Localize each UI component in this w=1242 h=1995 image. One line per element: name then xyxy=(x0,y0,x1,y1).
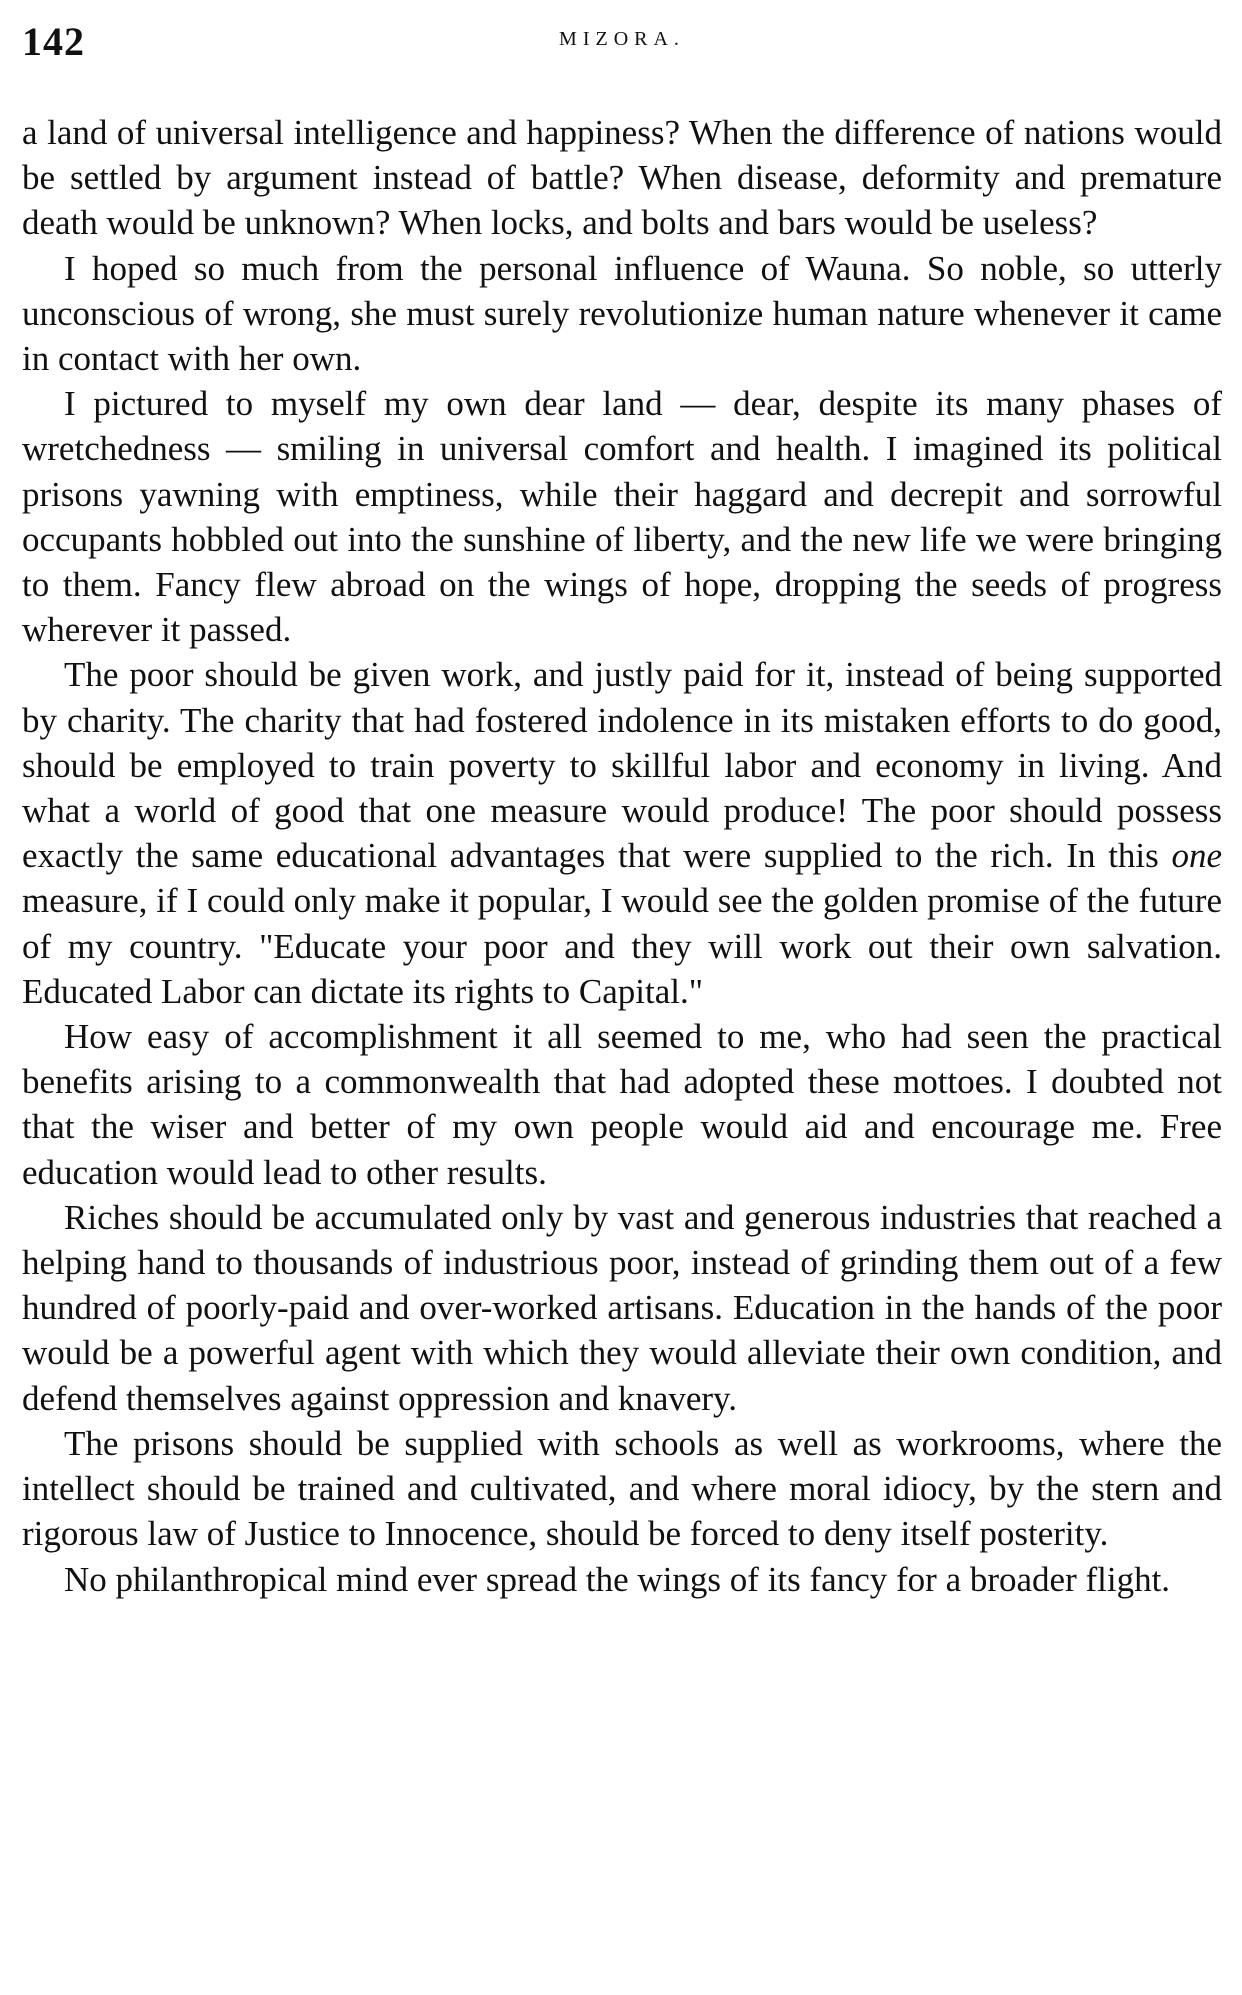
running-head: MIZORA. xyxy=(559,28,685,50)
paragraph: The prisons should be supplied with schools as well as workrooms, where the intellect should be trained and cultivated, and where moral idiocy, by the stern and rigorous law of Justice to Innocence, should be forced to deny itself posterity. xyxy=(22,1423,1222,1554)
paragraph: I pictured to myself my own dear land — dear, despite its many phases of wretchedness — smiling in universal comfort and health. I imagined its political prisons yawning with emptiness, while their haggard and decrepit and sorrowful occupants hobbled out into the sunshine of liberty, and the new life we were bringing to them. Fancy flew abroad on the wings of hope, dropping the seeds of progress wherever it passed. xyxy=(22,384,1222,650)
paragraph: How easy of accomplishment it all seemed to me, who had seen the practical benefits arising to a commonwealth that had adopted these mottoes. I doubted not that the wiser and better of my own people would aid and encourage me. Free education would lead to other results. xyxy=(22,1017,1222,1192)
paragraph: I hoped so much from the personal influence of Wauna. So noble, so utterly unconscious of wrong, she must surely revolutionize human nature whenever it came in contact with her own. xyxy=(22,248,1222,379)
paragraph-text: measure, if I could only make it popular, I would see the golden promise of the future of my country. "Educate your poor and they will work out their own salvation. Educated Labor can dictate its rights to Capital." xyxy=(22,881,1222,1011)
paragraph: Riches should be accumulated only by vast and generous industries that reached a helping hand to thousands of industrious poor, instead of grinding them out of a few hundred of poorly-paid and over-worked artisans. Education in the hands of the poor would be a powerful agent with which they would alleviate their own condition, and defend themselves against oppression and knavery. xyxy=(22,1197,1222,1418)
page-header xyxy=(22,18,1222,78)
page-number: 142 xyxy=(22,19,85,64)
paragraph: a land of universal intelligence and happiness? When the difference of nations would be settled by argument instead of battle? When disease, deformity and premature death would be unknown? When locks, and bolts and bars would be useless? xyxy=(22,113,1222,243)
body-text xyxy=(22,110,1222,1602)
paragraph xyxy=(22,652,1222,1014)
emphasized-word: one xyxy=(1171,836,1222,876)
paragraph-text: The poor should be given work, and justly paid for it, instead of being supported by charity. The charity that had fostered indolence in its mistaken efforts to do good, should be employed to train poverty to skillful labor and economy in living. And what a world of good that one measure would produce! The poor should possess exactly the same educational advantages that were supplied to the rich. In this xyxy=(22,655,1222,876)
paragraph: No philanthropical mind ever spread the wings of its fancy for a broader flight. xyxy=(64,1559,1171,1599)
